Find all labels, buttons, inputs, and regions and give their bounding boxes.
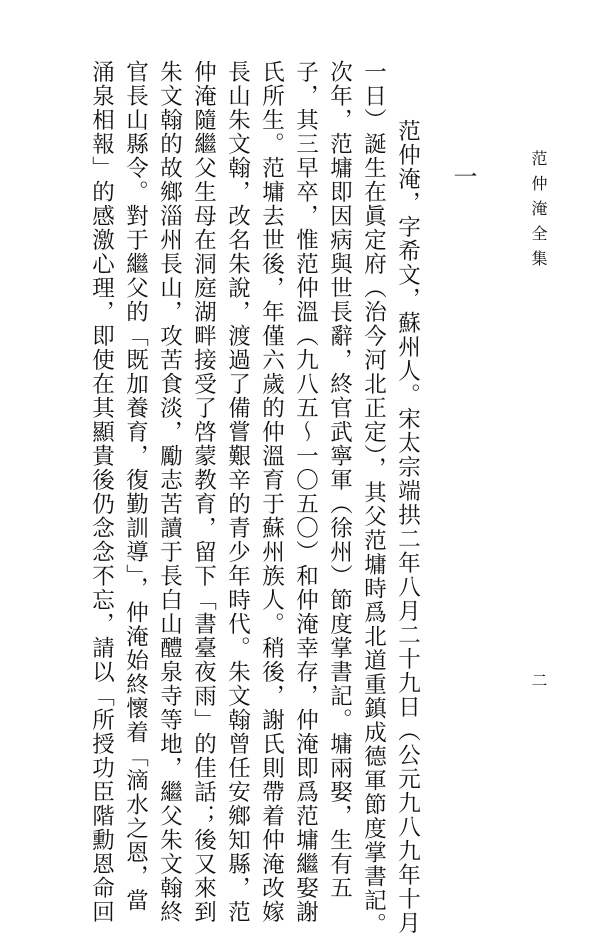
text-column: 長山朱文翰，改名朱說，渡過了備嘗艱辛的青少年時代。朱文翰曾任安鄉知縣，范	[224, 60, 251, 924]
text-column: 次年，范墉即因病與世長辭，終官武寧軍（徐州）節度掌書記。墉兩娶，生有五	[326, 60, 353, 900]
text-column: 一日）誕生在眞定府（治今河北正定），其父范墉時爲北道重鎮成德軍節度掌書記。	[360, 60, 387, 937]
text-column: 范仲淹，字希文，蘇州人。宋太宗端拱二年八月二十九日（公元九八九年十月	[394, 95, 421, 935]
text-column: 涌泉相報」的感激心理，即使在其顯貴後仍念念不忘，請以「所授功臣階勳恩命回	[88, 60, 115, 924]
text-column: 仲淹隨繼父生母在洞庭湖畔接受了啓蒙教育，留下「書臺夜雨」的佳話；後又來到	[190, 60, 217, 924]
text-column: 氏所生。范墉去世後，年僅六歲的仲溫育于蘇州族人。稍後，謝氏則帶着仲淹改嫁	[258, 60, 285, 924]
chapter-number: 一	[449, 164, 477, 188]
page-number: 二	[529, 672, 548, 688]
text-column: 子，其三早卒，惟范仲溫（九八五～一〇五〇）和仲淹幸存，仲淹即爲范墉繼娶謝	[292, 60, 319, 924]
text-column: 朱文翰的故鄉淄州長山，攻苦食淡，勵志苦讀于長白山醴泉寺等地，繼父朱文翰終	[156, 60, 183, 924]
text-column: 官長山縣令。對于繼父的「既加養育，復勤訓導」，仲淹始終懷着「滴水之恩，當	[122, 60, 149, 913]
running-head: 范仲淹全集	[529, 150, 548, 275]
